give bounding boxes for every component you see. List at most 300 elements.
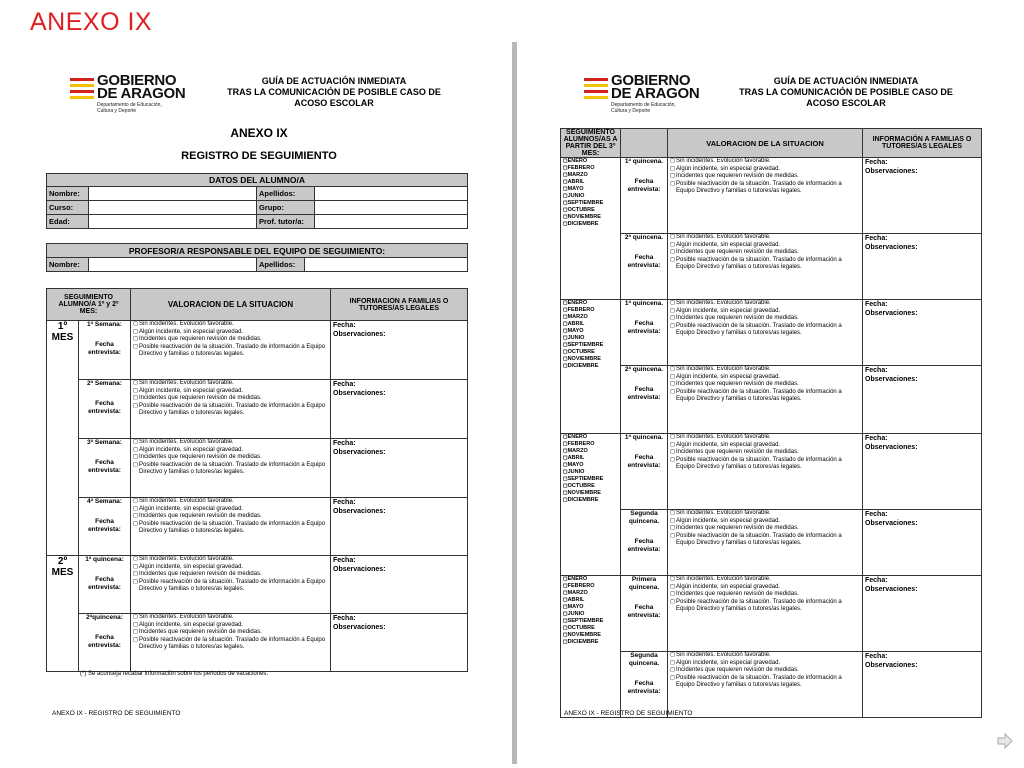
family-info-cell[interactable] [331,498,468,556]
checkbox-icon[interactable]: ◻ [670,441,675,448]
month-option[interactable] [563,300,618,307]
interview-date-label: Fecha entrevista: [88,341,121,356]
checkbox-icon[interactable]: ◻ [670,300,675,306]
gobierno-aragon-logo [70,74,185,114]
teacher-value-nombre[interactable] [89,258,257,272]
logo-dept-1: Departamento de Educación, [611,102,676,108]
family-info-cell[interactable] [863,576,982,652]
month-option[interactable] [563,342,618,349]
status-option [133,462,328,477]
period-label: 3ª Semana: [87,439,122,446]
checkbox-icon[interactable]: ◻ [670,180,675,187]
month-name: FEBRERO [567,583,595,589]
checkbox-icon[interactable]: ◻ [670,449,675,455]
fecha-label: Fecha: [865,367,888,374]
status-cell [668,576,863,652]
checkbox-icon[interactable]: ◻ [133,461,138,468]
checkbox-icon[interactable]: ◻ [133,321,138,327]
status-option [670,323,860,338]
checkbox-icon[interactable]: ◻ [563,639,568,645]
checkbox-icon[interactable]: ◻ [133,614,138,620]
checkbox-icon[interactable]: ◻ [670,315,675,321]
checkbox-icon[interactable]: ◻ [563,193,568,199]
status-option [670,315,860,323]
checkbox-icon[interactable]: ◻ [133,629,138,635]
checkbox-icon[interactable]: ◻ [670,249,675,255]
status-option [133,564,328,572]
checkbox-icon[interactable]: ◻ [563,363,568,369]
status-option-label: Posible reactivación de la situación. Traslado de información a Equipo Directivo y familias o tutores/as legales. [139,402,326,416]
checkbox-icon[interactable]: ◻ [670,525,675,531]
checkbox-icon[interactable]: ◻ [670,158,675,164]
status-option-label: Algún incidente, sin especial gravedad. [139,505,244,512]
month-option[interactable] [563,221,618,228]
checkbox-icon[interactable]: ◻ [133,380,138,386]
checkbox-icon[interactable]: ◻ [563,455,568,461]
status-option-label: Incidentes que requieren revisión de medidas. [676,381,799,387]
status-option-label: Algún incidente, sin especial gravedad. [676,441,781,448]
family-info-cell[interactable] [331,439,468,498]
month-option[interactable] [563,207,618,214]
month-option[interactable] [563,455,618,462]
month-option[interactable] [563,483,618,490]
status-option-label: Sin incidentes. Evolución favorable. [139,439,234,445]
field-value-curso[interactable] [89,201,257,215]
family-info-cell[interactable] [331,556,468,614]
month-option[interactable] [563,604,618,611]
checkbox-icon[interactable]: ◻ [563,214,568,220]
month-option[interactable] [563,590,618,597]
checkbox-icon[interactable]: ◻ [670,256,675,263]
family-info-cell[interactable] [863,434,982,510]
checkbox-icon[interactable]: ◻ [670,381,675,387]
checkbox-icon[interactable]: ◻ [670,652,675,658]
checkbox-icon[interactable]: ◻ [563,483,568,489]
month-name: SEPTIEMBRE [567,618,604,624]
status-option-label: Algún incidente, sin especial gravedad. [139,387,244,394]
field-value-nombre[interactable] [89,187,257,201]
status-option [670,374,860,382]
checkbox-icon[interactable]: ◻ [563,328,568,334]
month-option[interactable] [563,611,618,618]
period-label: Primera quincena. [628,576,660,591]
next-arrow-icon[interactable] [996,732,1014,750]
followup-table-months-1-2 [46,288,468,672]
status-option-label: Posible reactivación de la situación. Traslado de información a Equipo Directivo y familias o tutores/as legales. [139,636,326,650]
checkbox-icon[interactable]: ◻ [133,556,138,562]
status-option-label: Posible reactivación de la situación. Traslado de información a Equipo Directivo y familias o tutores/as legales. [676,598,842,612]
observaciones-label: Observaciones: [865,244,918,251]
page-divider [512,42,517,764]
status-cell [131,556,331,614]
checkbox-icon[interactable]: ◻ [670,659,675,666]
checkbox-icon[interactable]: ◻ [563,469,568,475]
period-cell [621,434,668,510]
observaciones-label: Observaciones: [865,520,918,527]
month-name: JUNIO [567,469,585,475]
status-option-label: Algún incidente, sin especial gravedad. [139,563,244,570]
checkbox-icon[interactable]: ◻ [670,434,675,440]
month-name: JUNIO [567,193,585,199]
checkbox-icon[interactable]: ◻ [563,632,568,638]
checkbox-icon[interactable]: ◻ [133,402,138,409]
checkbox-icon[interactable]: ◻ [133,571,138,577]
month-name: MARZO [567,590,588,596]
fecha-label: Fecha: [865,511,888,518]
checkbox-icon[interactable]: ◻ [133,520,138,527]
checkbox-icon[interactable]: ◻ [670,165,675,172]
status-option-label: Posible reactivación de la situación. Traslado de información a Equipo Directivo y familias o tutores/as legales. [676,322,842,336]
month-option[interactable] [563,469,618,476]
status-option-label: Incidentes que requieren revisión de medidas. [139,395,262,401]
month-option[interactable] [563,576,618,583]
family-info-cell[interactable] [331,380,468,439]
status-option-label: Incidentes que requieren revisión de medidas. [676,173,799,179]
month-option[interactable] [563,314,618,321]
checkbox-icon[interactable]: ◻ [563,441,568,447]
family-info-cell[interactable] [863,234,982,300]
month-option[interactable] [563,583,618,590]
month-option[interactable] [563,172,618,179]
month-option[interactable] [563,441,618,448]
observaciones-label: Observaciones: [333,449,386,456]
status-option [670,257,860,272]
month-name: MAYO [567,604,584,610]
checkbox-icon[interactable]: ◻ [670,173,675,179]
checkbox-icon[interactable]: ◻ [670,373,675,380]
checkbox-icon[interactable]: ◻ [670,532,675,539]
checkbox-icon[interactable]: ◻ [133,563,138,570]
month-option[interactable] [563,179,618,186]
status-option [133,579,328,594]
checkbox-icon[interactable]: ◻ [563,342,568,348]
checkbox-icon[interactable]: ◻ [670,322,675,329]
period-cell [621,510,668,576]
month-name: MARZO [567,172,588,178]
slide-title: ANEXO IX [30,8,153,36]
period-cell [621,576,668,652]
checkbox-icon[interactable]: ◻ [563,158,568,164]
month-option[interactable] [563,307,618,314]
status-option [670,667,860,675]
checkbox-icon[interactable]: ◻ [133,387,138,394]
status-option [670,599,860,614]
checkbox-icon[interactable]: ◻ [670,667,675,673]
logo-dept-2: Cultura y Deporte [611,108,651,114]
followup-row [47,614,468,672]
checkbox-icon[interactable]: ◻ [670,366,675,372]
period-label: 1ª Semana: [87,321,122,328]
col-header-seguimiento: SEGUIMIENTO ALUMNO/A 1º y 2º MES: [47,289,131,321]
family-info-cell[interactable] [331,321,468,380]
status-option [670,660,860,668]
logo-dept-1: Departamento de Educación, [97,102,162,108]
field-value-tutor[interactable] [315,215,468,229]
checkbox-icon[interactable]: ◻ [563,448,568,454]
checkbox-icon[interactable]: ◻ [563,200,568,206]
month-name: SEPTIEMBRE [567,200,604,206]
checkbox-icon[interactable]: ◻ [563,307,568,313]
checkbox-icon[interactable]: ◻ [563,618,568,624]
month-option[interactable] [563,186,618,193]
checkbox-icon[interactable]: ◻ [563,590,568,596]
status-option-label: Incidentes que requieren revisión de medidas. [676,667,799,673]
status-option [133,513,328,521]
month-option[interactable] [563,214,618,221]
month-option[interactable] [563,356,618,363]
checkbox-icon[interactable]: ◻ [563,434,568,440]
followup-row [47,498,468,556]
month-option[interactable] [563,165,618,172]
interview-date-label: Fecha entrevista: [627,254,661,269]
field-label-curso: Curso: [47,201,89,215]
family-info-cell[interactable] [863,652,982,718]
month-option[interactable] [563,462,618,469]
checkbox-icon[interactable]: ◻ [563,221,568,227]
month-option[interactable] [563,321,618,328]
interview-date-label: Fecha entrevista: [88,576,121,591]
checkbox-icon[interactable]: ◻ [133,621,138,628]
month-option[interactable] [563,618,618,625]
status-option [670,366,860,374]
month-option[interactable] [563,349,618,356]
checkbox-icon[interactable]: ◻ [563,172,568,178]
family-info-cell[interactable] [863,158,982,234]
family-info-cell[interactable] [331,614,468,672]
checkbox-icon[interactable]: ◻ [133,578,138,585]
status-option [670,457,860,472]
checkbox-icon[interactable]: ◻ [670,510,675,516]
observaciones-label: Observaciones: [865,662,918,669]
period-label: Segunda quincena. [628,510,660,525]
status-option-label: Algún incidente, sin especial gravedad. [676,373,781,380]
status-option-label: Algún incidente, sin especial gravedad. [676,307,781,314]
status-option [133,439,328,447]
status-option [133,395,328,403]
student-data-table [46,173,468,229]
status-option-label: Posible reactivación de la situación. Traslado de información a Equipo Directivo y familias o tutores/as legales. [139,343,326,357]
interview-date-label: Fecha entrevista: [627,680,661,695]
gobierno-aragon-logo [584,74,699,114]
col-header-seguimiento: SEGUIMIENTO ALUMNOS/AS A PARTIR DEL 3º MES: [561,129,621,158]
status-option-label: Sin incidentes. Evolución favorable. [139,556,234,562]
checkbox-icon[interactable]: ◻ [133,439,138,445]
fecha-label: Fecha: [333,557,356,564]
month-option[interactable] [563,193,618,200]
checkbox-icon[interactable]: ◻ [133,446,138,453]
month-option[interactable] [563,490,618,497]
observaciones-label: Observaciones: [865,168,918,175]
month-name: ABRIL [567,321,585,327]
status-option [670,652,860,660]
month-name: MARZO [567,448,588,454]
checkbox-icon[interactable]: ◻ [670,517,675,524]
checkbox-icon[interactable]: ◻ [563,186,568,192]
month-option[interactable] [563,448,618,455]
checkbox-icon[interactable]: ◻ [670,598,675,605]
month-label: 1º MES [47,321,79,556]
checkbox-icon[interactable]: ◻ [133,343,138,350]
checkbox-icon[interactable]: ◻ [563,321,568,327]
observaciones-label: Observaciones: [333,508,386,515]
period-label: 2ª Semana: [87,380,122,387]
checkbox-icon[interactable]: ◻ [670,591,675,597]
status-cell [668,510,863,576]
month-name: ENERO [567,576,588,582]
followup-row [561,434,982,510]
fecha-label: Fecha: [333,381,356,388]
checkbox-icon[interactable]: ◻ [670,388,675,395]
month-option[interactable] [563,328,618,335]
checkbox-icon[interactable]: ◻ [563,165,568,171]
checkbox-icon[interactable]: ◻ [563,207,568,213]
aragon-flag-icon [70,76,94,100]
months-checklist [561,300,621,434]
period-cell [621,366,668,434]
interview-date-label: Fecha entrevista: [627,454,661,469]
fecha-label: Fecha: [333,322,356,329]
field-value-edad[interactable] [89,215,257,229]
month-name: OCTUBRE [567,625,595,631]
checkbox-icon[interactable]: ◻ [133,505,138,512]
month-name: JUNIO [567,611,585,617]
status-option [670,249,860,257]
status-option-label: Posible reactivación de la situación. Traslado de información a Equipo Directivo y familias o tutores/as legales. [139,578,326,592]
interview-date-label: Fecha entrevista: [627,320,661,335]
teacher-value-apellidos[interactable] [305,258,468,272]
col-header-valoracion: VALORACION DE LA SITUACION [668,129,863,158]
month-name: ABRIL [567,179,585,185]
interview-date-label: Fecha entrevista: [627,538,661,553]
status-option-label: Algún incidente, sin especial gravedad. [676,517,781,524]
followup-row [561,576,982,652]
checkbox-icon[interactable]: ◻ [670,456,675,463]
fecha-label: Fecha: [865,435,888,442]
checkbox-icon[interactable]: ◻ [563,314,568,320]
month-option[interactable] [563,476,618,483]
status-cell [131,439,331,498]
month-option[interactable] [563,497,618,504]
status-option [670,576,860,584]
status-option [133,344,328,359]
period-cell [621,652,668,718]
month-option[interactable] [563,335,618,342]
month-option[interactable] [563,639,618,646]
status-option [670,389,860,404]
month-name: MAYO [567,462,584,468]
checkbox-icon[interactable]: ◻ [563,611,568,617]
month-option[interactable] [563,625,618,632]
fecha-label: Fecha: [865,577,888,584]
month-name: ENERO [567,158,588,164]
checkbox-icon[interactable]: ◻ [563,476,568,482]
month-option[interactable] [563,434,618,441]
status-option [133,380,328,388]
checkbox-icon[interactable]: ◻ [563,179,568,185]
observaciones-label: Observaciones: [865,586,918,593]
guide-title [736,76,956,109]
family-info-cell[interactable] [863,366,982,434]
checkbox-icon[interactable]: ◻ [133,498,138,504]
checkbox-icon[interactable]: ◻ [563,604,568,610]
checkbox-icon[interactable]: ◻ [670,576,675,582]
month-option[interactable] [563,632,618,639]
checkbox-icon[interactable]: ◻ [133,636,138,643]
checkbox-icon[interactable]: ◻ [563,356,568,362]
field-value-apellidos[interactable] [315,187,468,201]
checkbox-icon[interactable]: ◻ [563,576,568,582]
checkbox-icon[interactable]: ◻ [133,513,138,519]
status-option [133,336,328,344]
checkbox-icon[interactable]: ◻ [133,395,138,401]
field-value-grupo[interactable] [315,201,468,215]
status-option [670,181,860,196]
checkbox-icon[interactable]: ◻ [133,454,138,460]
fecha-label: Fecha: [865,653,888,660]
period-cell [79,614,131,672]
checkbox-icon[interactable]: ◻ [563,497,568,503]
checkbox-icon[interactable]: ◻ [563,490,568,496]
status-option-label: Posible reactivación de la situación. Traslado de información a Equipo Directivo y familias o tutores/as legales. [676,456,842,470]
month-name: NOVIEMBRE [567,632,601,638]
status-option [670,525,860,533]
checkbox-icon[interactable]: ◻ [563,625,568,631]
col-header-informacion: INFORMACION A FAMILIAS O TUTORES/AS LEGALES [331,289,468,321]
checkbox-icon[interactable]: ◻ [563,462,568,468]
period-cell [79,498,131,556]
family-info-cell[interactable] [863,300,982,366]
teacher-data-table [46,243,468,272]
checkbox-icon[interactable]: ◻ [563,349,568,355]
checkbox-icon[interactable]: ◻ [133,336,138,342]
month-option[interactable] [563,158,618,165]
month-option[interactable] [563,597,618,604]
checkbox-icon[interactable]: ◻ [670,234,675,240]
checkbox-icon[interactable]: ◻ [563,597,568,603]
interview-date-label: Fecha entrevista: [627,604,661,619]
month-name: NOVIEMBRE [567,356,601,362]
month-option[interactable] [563,200,618,207]
checkbox-icon[interactable]: ◻ [563,335,568,341]
period-label: 2ª quincena. [624,234,664,241]
checkbox-icon[interactable]: ◻ [670,241,675,248]
checkbox-icon[interactable]: ◻ [670,307,675,314]
status-cell [668,158,863,234]
checkbox-icon[interactable]: ◻ [670,583,675,590]
status-option-label: Incidentes que requieren revisión de medidas. [676,525,799,531]
status-cell [668,234,863,300]
interview-date-label: Fecha entrevista: [88,518,121,533]
month-name: OCTUBRE [567,349,595,355]
period-label: 4ª Semana: [87,498,122,505]
month-label: 2º MES [47,556,79,672]
checkbox-icon[interactable]: ◻ [563,300,568,306]
checkbox-icon[interactable]: ◻ [670,674,675,681]
month-option[interactable] [563,363,618,370]
status-option-label: Incidentes que requieren revisión de medidas. [139,513,262,519]
fecha-label: Fecha: [333,440,356,447]
checkbox-icon[interactable]: ◻ [133,328,138,335]
month-name: FEBRERO [567,441,595,447]
status-option [670,242,860,250]
teacher-label-nombre: Nombre: [47,258,89,272]
family-info-cell[interactable] [863,510,982,576]
checkbox-icon[interactable]: ◻ [563,583,568,589]
status-option-label: Sin incidentes. Evolución favorable. [676,576,771,582]
months-checklist [561,576,621,718]
status-option [133,521,328,536]
teacher-label-apellidos: Apellidos: [257,258,305,272]
